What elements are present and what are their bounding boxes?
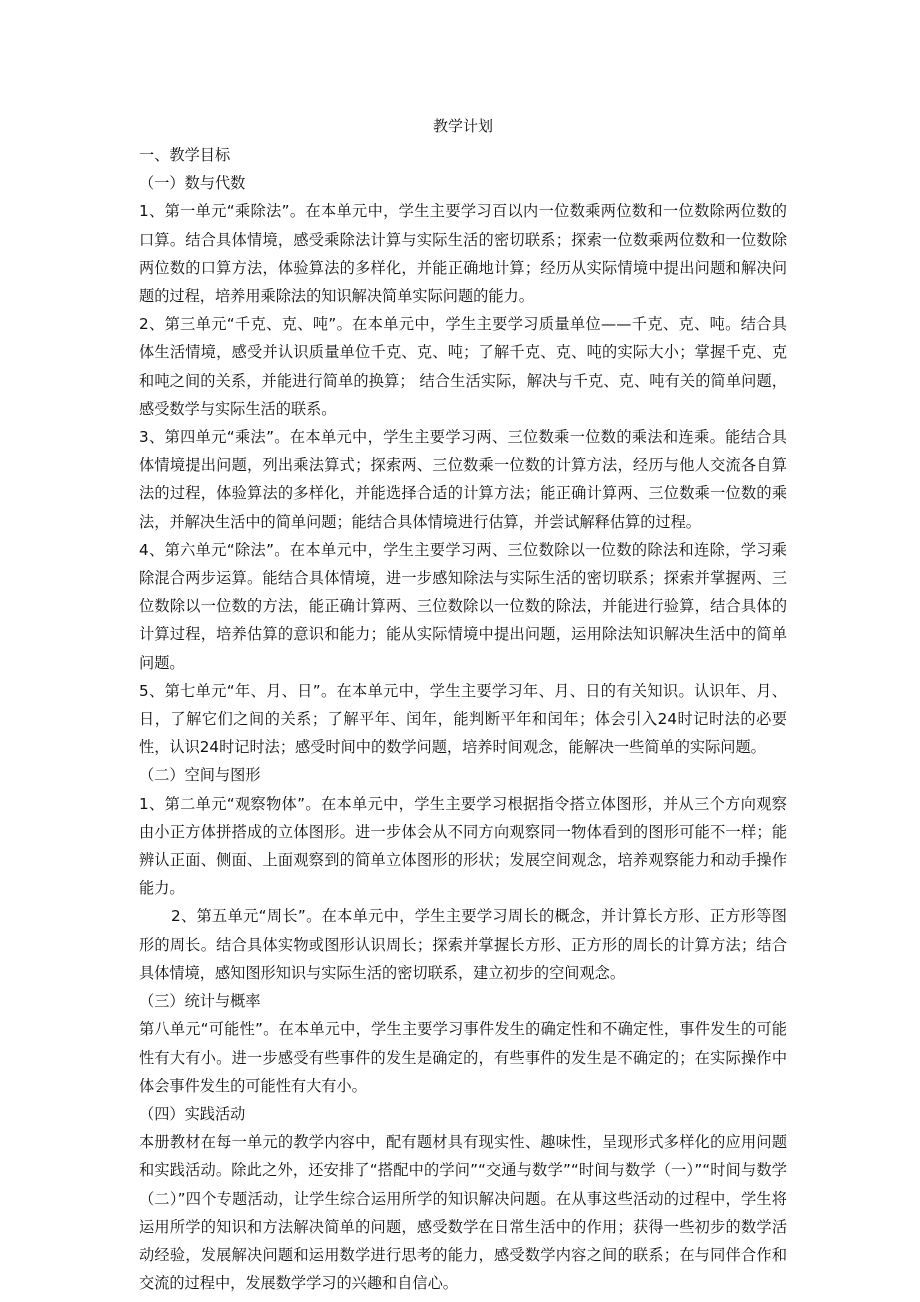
- paragraph-unit5: 2、第五单元“周长”。在本单元中，学生主要学习周长的概念，并计算长方形、正方形等图形的周长。结合具体实物或图形认识周长；探索并掌握长方形、正方形的周长的计算方法；结合具体情境，感知图形知识与实际生活的密切联系，建立初步的空间观念。: [139, 907, 787, 982]
- paragraph-unit3: 2、第三单元“千克、克、吨”。在本单元中，学生主要学习质量单位——千克、克、吨。结合具体生活情境，感受并认识质量单位千克、克、吨；了解千克、克、吨的实际大小；掌握千克、克和吨之间的关系，并能进行简单的换算； 结合生活实际，解决与千克、克、吨有关的简单问题，感受数学与实际生活的联系。: [139, 315, 787, 418]
- subheading-space-shapes: （二）空间与图形: [139, 766, 261, 785]
- paragraph-unit2: 1、第二单元“观察物体”。在本单元中，学生主要学习根据指令搭立体图形，并从三个方向观察由小正方体拼搭成的立体图形。进一步体会从不同方向观察同一物体看到的图形可能不一样；能辨认正面、侧面、上面观察到的简单立体图形的形状；发展空间观念，培养观察能力和动手操作能力。: [139, 794, 787, 898]
- paragraph-practice: 本册教材在每一单元的教学内容中，配有题材具有现实性、趣味性，呈现形式多样化的应用问题和实践活动。除此之外，还安排了“搭配中的学问”“交通与数学”“时间与数学（一）”“时间与数学（二）”四个专题活动，让学生综合运用所学的知识解决问题。在从事这些活动的过程中，学生将运用所学的知识和方法解决简单的问题，感受数学在日常生活中的作用；获得一些初步的数学活动经验，发展解决问题和运用数学进行思考的能力，感受数学内容之间的联系；在与同伴合作和交流的过程中，发展数学学习的兴趣和自信心。: [139, 1133, 787, 1293]
- document-body: [139, 112, 787, 1297]
- paragraph-unit1: 1、第一单元“乘除法”。在本单元中，学生主要学习百以内一位数乘两位数和一位数除两位数的口算。结合具体情境，感受乘除法计算与实际生活的密切联系；探索一位数乘两位数和一位数除两位数的口算方法，体验算法的多样化，并能正确地计算；经历从实际情境中提出问题和解决问题的过程，培养用乘除法的知识解决简单实际问题的能力。: [139, 202, 787, 306]
- subheading-statistics: （三）统计与概率: [139, 992, 261, 1011]
- paragraph-unit8: 第八单元“可能性”。在本单元中，学生主要学习事件发生的确定性和不确定性，事件发生的可能性有大有小。进一步感受有些事件的发生是确定的，有些事件的发生是不确定的；在实际操作中体会事件发生的可能性有大有小。: [139, 1020, 787, 1095]
- paragraph-unit7: 5、第七单元“年、月、日”。在本单元中，学生主要学习年、月、日的有关知识。认识年、月、日，了解它们之间的关系；了解平年、闰年，能判断平年和闰年；体会引入24时记时法的必要性，认识24时记时法；感受时间中的数学问题，培养时间观念，能解决一些简单的实际问题。: [139, 681, 787, 757]
- section-heading-goals: 一、教学目标: [139, 146, 231, 164]
- document-title: 教学计划: [432, 117, 493, 135]
- paragraph-unit4: 3、第四单元“乘法”。在本单元中，学生主要学习两、三位数乘一位数的乘法和连乘。能结合具体情境提出问题，列出乘法算式；探索两、三位数乘一位数的计算方法，经历与他人交流各自算法的过程，体验算法的多样化，并能选择合适的计算方法；能正确计算两、三位数乘一位数的乘法，并解决生活中的简单问题；能结合具体情境进行估算，并尝试解释估算的过程。: [139, 428, 787, 531]
- paragraph-unit6: 4、第六单元“除法”。在本单元中，学生主要学习两、三位数除以一位数的除法和连除，学习乘除混合两步运算。能结合具体情境，进一步感知除法与实际生活的密切联系；探索并掌握两、三位数除以一位数的方法，能正确计算两、三位数除以一位数的除法，并能进行验算，结合具体的计算过程，培养估算的意识和能力；能从实际情境中提出问题，运用除法知识解决生活中的简单问题。: [139, 540, 787, 672]
- subheading-practice: （四）实践活动: [139, 1104, 246, 1123]
- subheading-numbers-algebra: （一）数与代数: [139, 174, 246, 193]
